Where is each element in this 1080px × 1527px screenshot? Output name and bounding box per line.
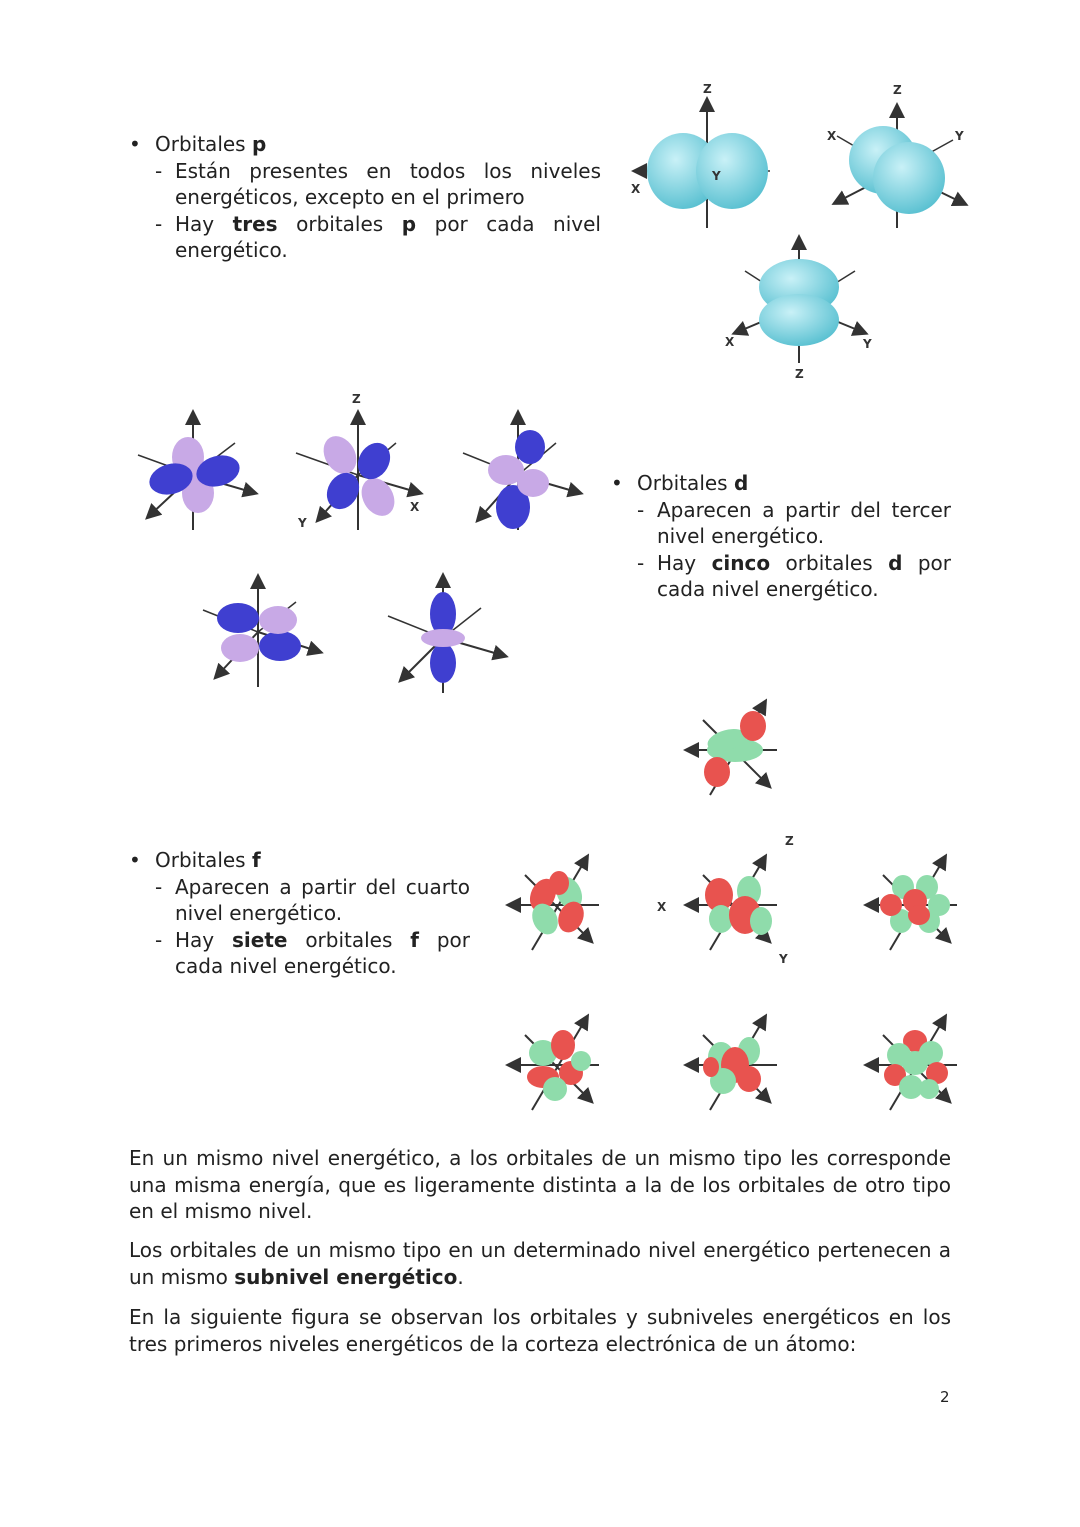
axis-label-x: X [631, 182, 641, 196]
page-number: 2 [940, 1388, 950, 1406]
p-orbitals-item-1: - Están presentes en todos los niveles energéticos, excepto en el primero [155, 158, 601, 209]
d-orbitals-item-1: - Aparecen a partir del tercer nivel energético. [637, 497, 951, 548]
svg-text:Z: Z [795, 367, 804, 381]
p-orbitals-figure [615, 78, 980, 388]
svg-text:Z: Z [785, 834, 794, 848]
p-orbitals-section [129, 131, 601, 264]
d-orbitals-title: • Orbitales d [611, 470, 951, 497]
svg-text:Y: Y [779, 952, 788, 966]
f-orbital-7 [867, 1017, 957, 1110]
svg-text:Y: Y [955, 129, 964, 143]
f-orbital-5 [509, 1017, 599, 1110]
d-orbital-3 [463, 413, 580, 530]
px-orbital [631, 82, 770, 228]
svg-text:X: X [725, 335, 735, 349]
d-orbital-1 [138, 413, 255, 530]
svg-text:Z: Z [352, 392, 361, 406]
svg-text:X: X [657, 900, 667, 914]
svg-text:Y: Y [298, 516, 307, 530]
paragraph-figure-intro: En la siguiente figura se observan los orbitales y subniveles energéticos en los tres primeros niveles energéticos de la corteza electrónica de un átomo: [129, 1305, 951, 1356]
f-orbitals-title: • Orbitales f [129, 847, 470, 874]
d-orbitals-section [611, 470, 951, 603]
d-orbital-2 [296, 392, 420, 530]
f-orbital-6 [687, 1017, 777, 1110]
paragraph-subnivel: Los orbitales de un mismo tipo en un determinado nivel energético pertenecen a un mismo subnivel energético. [129, 1238, 951, 1289]
f-orbitals-section [129, 847, 470, 980]
f-orbital-3 [657, 834, 794, 966]
svg-text:Y: Y [863, 337, 872, 351]
py-orbital [827, 83, 965, 228]
f-orbitals-figure [485, 695, 975, 1125]
f-orbitals-item-1: - Aparecen a partir del cuarto nivel energético. [155, 874, 470, 925]
p-orbitals-item-2: - Hay tres orbitales p por cada nivel energético. [155, 211, 601, 262]
axis-label-z: Z [703, 82, 712, 96]
p-orbitals-title: • Orbitales p [129, 131, 601, 158]
f-orbitals-item-2: - Hay siete orbitales f por cada nivel energético. [155, 927, 470, 978]
svg-text:Z: Z [893, 83, 902, 97]
paragraph-same-energy: En un mismo nivel energético, a los orbitales de un mismo tipo les corresponde una misma energía, que es ligeramente distinta a la de los orbitales de otro tipo en el mismo nivel. [129, 1146, 951, 1223]
d-orbitals-figure [118, 390, 593, 710]
axis-label-y: Y [712, 169, 721, 183]
f-orbital-2 [509, 857, 599, 950]
pz-orbital [725, 238, 872, 381]
svg-text:X: X [827, 129, 837, 143]
d-orbitals-item-2: - Hay cinco orbitales d por cada nivel energético. [637, 550, 951, 601]
d-orbital-5 [388, 576, 505, 693]
f-orbital-4 [867, 857, 957, 950]
d-orbital-4 [203, 577, 320, 687]
svg-text:X: X [410, 500, 420, 514]
f-orbital-1 [687, 702, 777, 795]
